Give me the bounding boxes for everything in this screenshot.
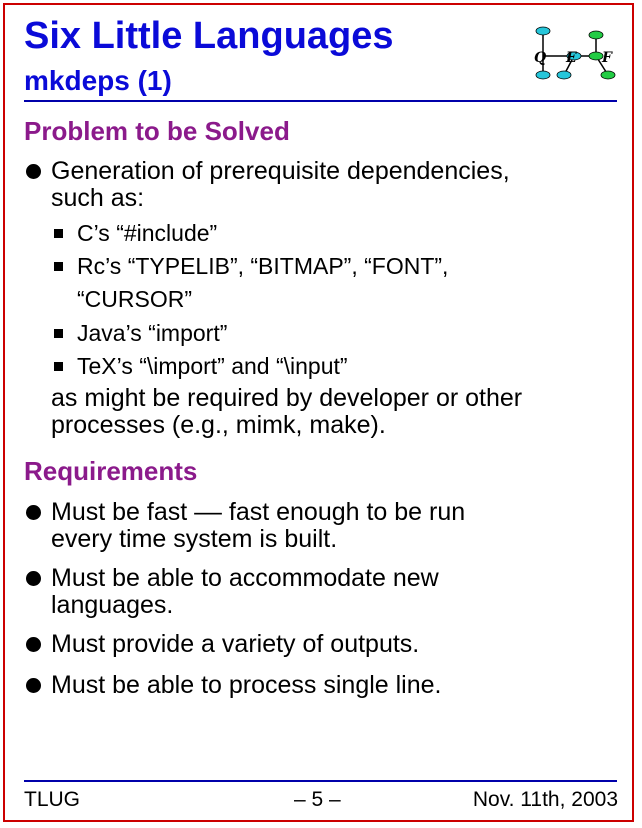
- bullet-dot-icon: [26, 571, 41, 586]
- slide-title: Six Little Languages: [24, 15, 394, 57]
- logo-letter-f: F: [602, 50, 612, 66]
- bullet-text: Must be able to process single line.: [51, 671, 442, 699]
- paragraph-text-continued: processes (e.g., mimk, make).: [51, 411, 386, 439]
- subbullet-text: C’s “#include”: [77, 220, 218, 246]
- footer-left: TLUG: [24, 788, 81, 811]
- bullet-text: Generation of prerequisite dependencies,: [51, 157, 510, 185]
- subbullet-text-continued: “CURSOR”: [77, 286, 192, 312]
- bullet-text: Must be able to accommodate new: [51, 564, 439, 592]
- bullet-dot-icon: [26, 637, 41, 652]
- bullet-text: Must be fast –– fast enough to be run: [51, 498, 466, 526]
- section-heading-requirements: Requirements: [24, 456, 198, 486]
- header-divider: [24, 100, 617, 102]
- footer-divider: [24, 780, 617, 782]
- bullet-dot-icon: [26, 164, 41, 179]
- subbullet-text: Rc’s “TYPELIB”, “BITMAP”, “FONT”,: [77, 253, 449, 279]
- slide-subtitle: mkdeps (1): [24, 65, 172, 96]
- bullet-text-continued: every time system is built.: [51, 525, 338, 553]
- logo-letter-q: Q: [534, 50, 547, 66]
- paragraph-text: as might be required by developer or other: [51, 384, 523, 412]
- subbullet-square-icon: [54, 329, 63, 338]
- bullet-text: Must provide a variety of outputs.: [51, 630, 420, 658]
- bullet-dot-icon: [26, 678, 41, 693]
- subbullet-square-icon: [54, 229, 63, 238]
- qef-logo-icon: [528, 22, 620, 84]
- bullet-text-continued: languages.: [51, 591, 174, 619]
- subbullet-text: TeX’s “\import” and “\input”: [77, 353, 348, 379]
- section-heading-problem: Problem to be Solved: [24, 116, 290, 146]
- subbullet-square-icon: [54, 262, 63, 271]
- logo-letter-e: E: [566, 50, 577, 66]
- footer-date: Nov. 11th, 2003: [472, 788, 618, 811]
- bullet-dot-icon: [26, 505, 41, 520]
- subbullet-square-icon: [54, 362, 63, 371]
- page-number: – 5 –: [294, 788, 341, 811]
- bullet-text-continued: such as:: [51, 184, 145, 212]
- subbullet-text: Java’s “import”: [77, 320, 228, 346]
